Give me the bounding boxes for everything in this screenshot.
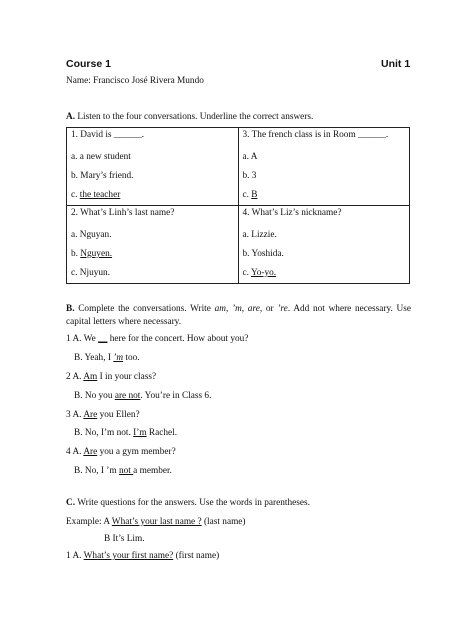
line-text: B. No you (74, 391, 115, 401)
question-3-underlined-answer: B (251, 190, 258, 200)
section-c-text: Write questions for the answers. Use the words in parentheses. (77, 498, 310, 508)
section-c-instruction (66, 497, 310, 509)
answer-blank[interactable]: Are (83, 447, 98, 457)
section-a-letter: A. (66, 112, 76, 122)
line-text: you Ellen? (97, 410, 140, 420)
line-text: 4 A. (66, 447, 84, 457)
conversation-3-line-a (66, 409, 140, 421)
option-c-prefix: c. (242, 268, 251, 278)
question-3-option-a[interactable]: a. A (242, 152, 258, 162)
question-1-text: 1. David is ______. (71, 130, 145, 140)
answer-blank[interactable]: ’m (113, 353, 124, 363)
line-text: 3 A. (66, 410, 84, 420)
line-text: . You’re in Class 6. (140, 391, 212, 401)
sep: , (225, 304, 232, 314)
line-text: B. No, I’m not. (74, 428, 134, 438)
question-1-option-a[interactable]: a. a new student (71, 152, 131, 162)
section-c-letter: C. (66, 498, 76, 508)
line-text: Rachel. (146, 428, 178, 438)
answer-blank[interactable]: I’m (133, 428, 147, 438)
question-2-option-b[interactable] (71, 248, 238, 260)
section-b-instruction (66, 303, 411, 329)
question-4-underlined-answer: Yo-yo. (250, 268, 277, 278)
word-am: am (214, 304, 226, 314)
course-label: Course 1 (66, 58, 111, 70)
question-1-underlined-answer: the teacher (79, 190, 121, 200)
question-3-cell (238, 128, 410, 206)
answer-blank[interactable]: __ (98, 334, 108, 344)
conversation-4-line-a (66, 446, 176, 458)
question-1-cell (67, 128, 239, 206)
question-3-option-b[interactable]: b. 3 (242, 171, 257, 181)
answer-blank[interactable]: not (118, 466, 134, 476)
line-text: 1 A. We (66, 334, 99, 344)
line-text: B. No, I ’m (74, 466, 119, 476)
answer-blank[interactable]: Are (83, 410, 98, 420)
section-a-text: Listen to the four conversations. Underline the correct answers. (77, 112, 314, 122)
question-3-option-c[interactable] (243, 189, 410, 201)
sep: , or (259, 304, 278, 314)
question-1-option-b[interactable]: b. Mary’s friend. (71, 171, 134, 181)
conversation-1-line-a (66, 333, 248, 345)
question-4-option-b[interactable]: b. Yoshida. (242, 249, 284, 259)
option-c-prefix: c. (71, 190, 80, 200)
question-2-text: 2. What’s Linh’s last name? (71, 208, 175, 218)
section-b-letter: B. (66, 304, 75, 314)
line-text: too. (123, 353, 140, 363)
line-text: 2 A. (66, 372, 84, 382)
question-3-text: 3. The french class is in Room ______. (242, 130, 389, 140)
question-2-cell (67, 206, 239, 284)
conversation-2-line-a (66, 371, 156, 383)
question-2-option-a[interactable]: a. Nguyan. (71, 230, 112, 240)
conversation-1-line-b (74, 352, 140, 364)
instr-text: . Add not where necessary. Use capital letters where necessary. (66, 304, 411, 327)
conversation-4-line-b (74, 465, 172, 477)
line-text: a member. (133, 466, 172, 476)
line-text: (last name) (201, 517, 246, 527)
line-text: B. Yeah, I (74, 353, 114, 363)
answer-blank[interactable]: What’s your last name ? (111, 517, 202, 527)
unit-label: Unit 1 (381, 58, 411, 70)
line-text: here for the concert. How about you? (107, 334, 249, 344)
line-text: 1 A. (66, 551, 84, 561)
instr-text: Complete the conversations. Write (78, 304, 215, 314)
question-2-option-c[interactable]: c. Njuyun. (71, 268, 110, 278)
conversation-2-line-b (74, 390, 211, 402)
student-name-line: Name: Francisco José Rivera Mundo (66, 76, 204, 86)
option-b-prefix: b. (71, 249, 81, 259)
option-c-prefix: c. (242, 190, 252, 200)
question-c1-line-a (66, 550, 219, 562)
section-a-answer-table (66, 127, 410, 284)
line-text: you a gym member? (97, 447, 176, 457)
answer-blank[interactable]: What’s your first name? (83, 551, 174, 561)
section-a-instruction (66, 111, 313, 123)
word-re: ’re (277, 304, 288, 314)
line-text: (first name) (173, 551, 220, 561)
question-1-option-c[interactable] (71, 189, 238, 201)
answer-blank[interactable]: Am (83, 372, 98, 382)
line-text: Example: A (66, 517, 112, 527)
example-line-a (66, 516, 246, 528)
question-4-text: 4. What’s Liz’s nickname? (242, 208, 342, 218)
example-line-b: B It’s Lim. (104, 534, 145, 544)
sep: , (241, 304, 248, 314)
conversation-3-line-b (74, 427, 177, 439)
question-4-option-c[interactable] (243, 267, 410, 279)
question-4-option-a[interactable]: a. Lizzie. (242, 230, 277, 240)
question-2-underlined-answer: Nguyen. (80, 249, 113, 259)
question-4-cell (238, 206, 410, 284)
word-m: ’m (231, 304, 242, 314)
line-text: I in your class? (97, 372, 157, 382)
answer-blank[interactable]: are not (114, 391, 141, 401)
word-are: are (247, 304, 260, 314)
